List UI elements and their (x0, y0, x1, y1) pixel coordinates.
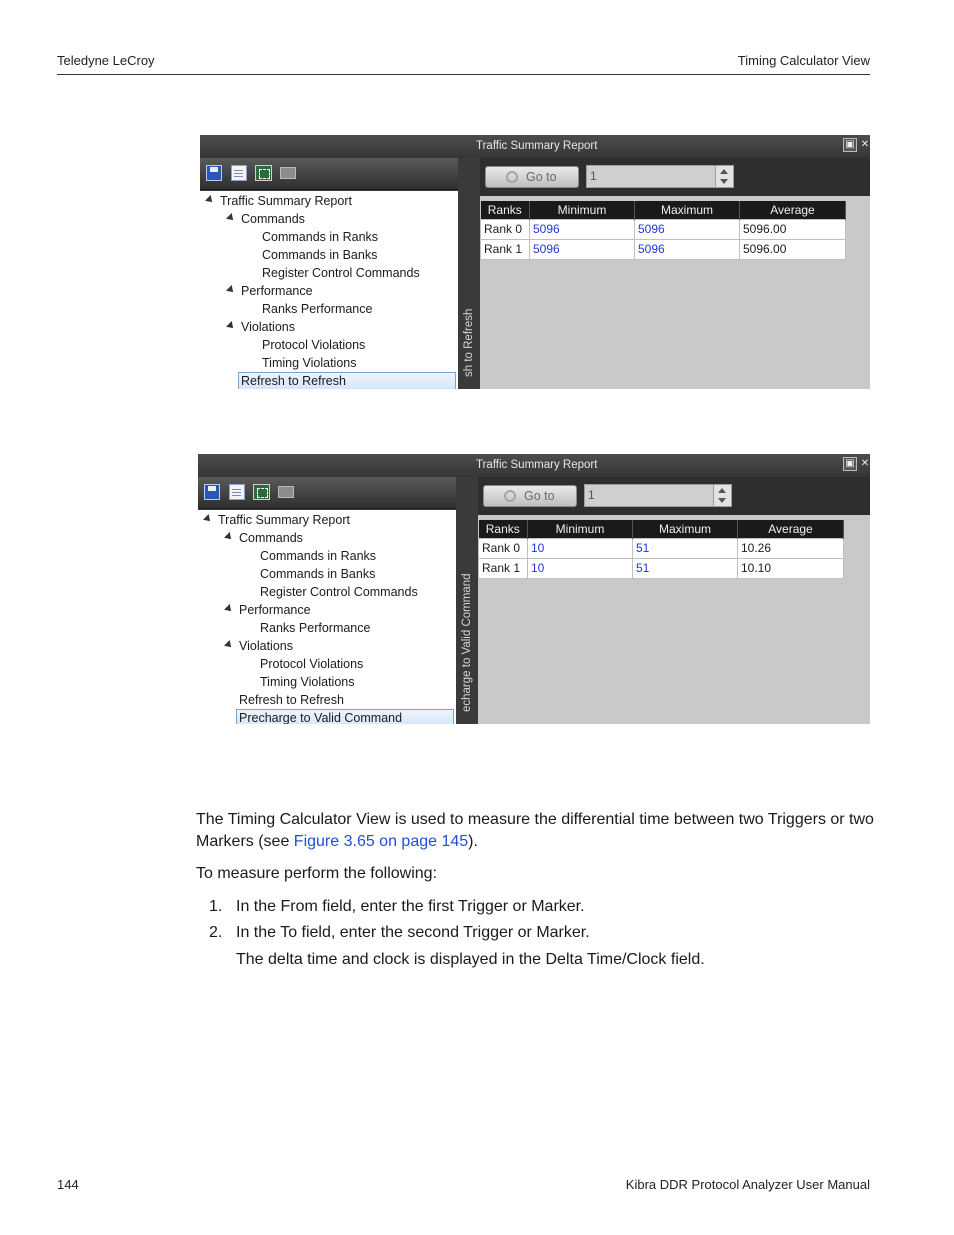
rank-cell: Rank 1 (479, 558, 528, 578)
tree-item-label: Register Control Commands (262, 266, 420, 280)
note-text: The delta time and clock is displayed in the Delta Time/Clock field. (236, 951, 705, 968)
traffic-summary-window-2 (198, 454, 870, 724)
expand-arrow-icon[interactable] (224, 604, 234, 614)
table-row (481, 219, 846, 239)
tree-item-label: Commands in Ranks (260, 549, 377, 563)
tree-item[interactable] (260, 673, 355, 691)
intro-text-end: ). (468, 833, 478, 850)
page-number: 144 (57, 1177, 79, 1192)
rank-cell: Rank 0 (481, 219, 530, 239)
window-titlebar (198, 454, 870, 477)
average-cell: 5096.00 (740, 219, 846, 239)
tree-item[interactable] (239, 529, 303, 547)
goto-number-stepper[interactable] (586, 165, 734, 188)
capture-icon[interactable] (255, 165, 272, 181)
arrow-down-icon[interactable] (718, 498, 726, 503)
rank-cell: Rank 1 (481, 239, 530, 259)
tree-item[interactable] (220, 192, 352, 210)
tree-item[interactable] (260, 619, 370, 637)
expand-arrow-icon[interactable] (226, 321, 236, 331)
tree-item-label: Traffic Summary Report (218, 513, 350, 527)
tree-item[interactable] (239, 691, 344, 709)
tree-item-label: Violations (241, 320, 295, 334)
tree-item[interactable] (236, 709, 454, 724)
step-number: 2. (209, 924, 223, 941)
tree-item-label: Commands in Ranks (262, 230, 379, 244)
tree-item[interactable] (260, 547, 376, 565)
go-to-button[interactable] (485, 166, 579, 188)
minimum-link[interactable]: 10 (528, 538, 633, 558)
tree-item-label: Commands in Banks (260, 567, 376, 581)
column-header[interactable]: Minimum (530, 201, 635, 219)
table-row (479, 538, 844, 558)
save-icon[interactable] (206, 165, 222, 181)
tree-item-label: Refresh to Refresh (241, 374, 346, 388)
running-header-left: Teledyne LeCroy (57, 53, 155, 68)
step-number: 1. (209, 898, 223, 915)
average-cell: 10.10 (738, 558, 844, 578)
tree-item-label: Precharge to Valid Command (239, 711, 403, 724)
ranks-table (480, 201, 846, 260)
tree-item[interactable] (241, 210, 305, 228)
column-header[interactable]: Average (740, 201, 846, 219)
window-title: Traffic Summary Report (476, 459, 598, 471)
window-title: Traffic Summary Report (476, 140, 598, 152)
stepper-arrows[interactable] (713, 485, 731, 506)
expand-arrow-icon[interactable] (205, 195, 215, 205)
navigation-panel (200, 158, 458, 389)
expand-arrow-icon[interactable] (203, 514, 213, 524)
go-to-label: Go to (524, 489, 555, 503)
tree-item-label: Timing Violations (262, 356, 357, 370)
expand-arrow-icon[interactable] (224, 532, 234, 542)
tree-item[interactable] (262, 354, 357, 372)
splitter-label: sh to Refresh (463, 308, 475, 377)
ranks-table (478, 520, 844, 579)
print-icon[interactable] (278, 486, 294, 498)
tree-item[interactable] (260, 583, 418, 601)
content-toolbar (478, 477, 870, 515)
tree-item[interactable] (239, 637, 293, 655)
maximum-link[interactable]: 5096 (635, 219, 740, 239)
average-cell: 10.26 (738, 538, 844, 558)
intro-paragraph (196, 809, 876, 853)
column-header[interactable]: Maximum (633, 520, 738, 538)
instruction-paragraph: To measure perform the following: (196, 865, 437, 882)
tree-item-label: Violations (239, 639, 293, 653)
tree-item-label: Commands in Banks (262, 248, 378, 262)
tree-item-label: Protocol Violations (262, 338, 366, 352)
minimum-link[interactable]: 5096 (530, 239, 635, 259)
window-titlebar (200, 135, 870, 158)
report-content-panel (478, 477, 870, 724)
tree-item-label: Refresh to Refresh (239, 693, 344, 707)
tree-item[interactable] (262, 336, 365, 354)
document-icon[interactable] (231, 165, 247, 181)
column-header[interactable]: Ranks (481, 201, 530, 219)
tree-item[interactable] (262, 300, 372, 318)
expand-arrow-icon[interactable] (226, 285, 236, 295)
splitter-label: echarge to Valid Command (461, 573, 473, 712)
column-header[interactable]: Ranks (479, 520, 528, 538)
tree-item[interactable] (218, 511, 350, 529)
header-rule (57, 74, 870, 75)
save-icon[interactable] (204, 484, 220, 500)
tree-item-label: Traffic Summary Report (220, 194, 352, 208)
report-tree (200, 191, 458, 389)
tree-item-label: Ranks Performance (260, 621, 371, 635)
collapsed-panel-splitter[interactable] (458, 158, 480, 389)
tree-item-label: Performance (241, 284, 313, 298)
tree-item-label: Ranks Performance (262, 302, 373, 316)
table-row (481, 239, 846, 259)
tree-item[interactable] (262, 246, 377, 264)
maximum-link[interactable]: 51 (633, 538, 738, 558)
report-tree (198, 510, 456, 724)
arrow-down-icon[interactable] (720, 179, 728, 184)
restore-window-icon[interactable]: ▣ (843, 457, 857, 471)
go-to-button[interactable] (483, 485, 577, 507)
navigation-panel (198, 477, 456, 724)
arrow-up-icon[interactable] (718, 488, 726, 493)
manual-title: Kibra DDR Protocol Analyzer User Manual (625, 1177, 870, 1192)
tree-item[interactable] (241, 282, 313, 300)
print-icon[interactable] (280, 167, 296, 179)
report-toolbar (198, 477, 456, 509)
stepper-arrows[interactable] (715, 166, 733, 187)
tree-item[interactable] (260, 565, 375, 583)
collapsed-panel-splitter[interactable] (456, 477, 478, 724)
tree-item-label: Register Control Commands (260, 585, 418, 599)
close-window-icon[interactable]: ✕ (860, 139, 870, 150)
go-to-icon (504, 490, 516, 502)
column-header[interactable]: Minimum (528, 520, 633, 538)
figure-reference-link[interactable]: Figure 3.65 on page 145 (293, 833, 469, 850)
minimum-link[interactable]: 5096 (530, 219, 635, 239)
tree-item[interactable] (260, 655, 363, 673)
minimum-link[interactable]: 10 (528, 558, 633, 578)
step-text: In the To field, enter the second Trigger or Marker. (236, 924, 590, 941)
close-window-icon[interactable]: ✕ (860, 458, 870, 469)
expand-arrow-icon[interactable] (224, 640, 234, 650)
tree-item-label: Timing Violations (260, 675, 355, 689)
capture-icon[interactable] (253, 484, 270, 500)
goto-number-stepper[interactable] (584, 484, 732, 507)
arrow-up-icon[interactable] (720, 169, 728, 174)
step-text: In the From field, enter the first Trigger or Marker. (236, 898, 585, 915)
content-toolbar (480, 158, 870, 196)
document-icon[interactable] (229, 484, 245, 500)
tree-item[interactable] (239, 601, 311, 619)
rank-cell: Rank 0 (479, 538, 528, 558)
go-to-icon (506, 171, 518, 183)
maximum-link[interactable]: 5096 (635, 239, 740, 259)
restore-window-icon[interactable]: ▣ (843, 138, 857, 152)
stepper-value: 1 (588, 488, 595, 502)
table-row (479, 558, 844, 578)
report-toolbar (200, 158, 458, 190)
tree-item[interactable] (262, 228, 378, 246)
traffic-summary-window-1 (200, 135, 870, 389)
column-header[interactable]: Average (738, 520, 844, 538)
tree-item-label: Commands (239, 531, 303, 545)
tree-item[interactable] (241, 318, 295, 336)
running-header-right: Timing Calculator View (737, 53, 870, 68)
tree-item-label: Commands (241, 212, 305, 226)
column-header[interactable]: Maximum (635, 201, 740, 219)
stepper-value: 1 (590, 169, 597, 183)
average-cell: 5096.00 (740, 239, 846, 259)
maximum-link[interactable]: 51 (633, 558, 738, 578)
expand-arrow-icon[interactable] (226, 213, 236, 223)
report-content-panel (480, 158, 870, 389)
go-to-label: Go to (526, 170, 557, 184)
tree-item[interactable] (262, 264, 420, 282)
intro-text: The Timing Calculator View is used to measure the differential time between two Triggers or two Markers (see (196, 811, 874, 850)
tree-item-label: Performance (239, 603, 311, 617)
tree-item[interactable] (238, 372, 456, 389)
tree-item-label: Protocol Violations (260, 657, 364, 671)
